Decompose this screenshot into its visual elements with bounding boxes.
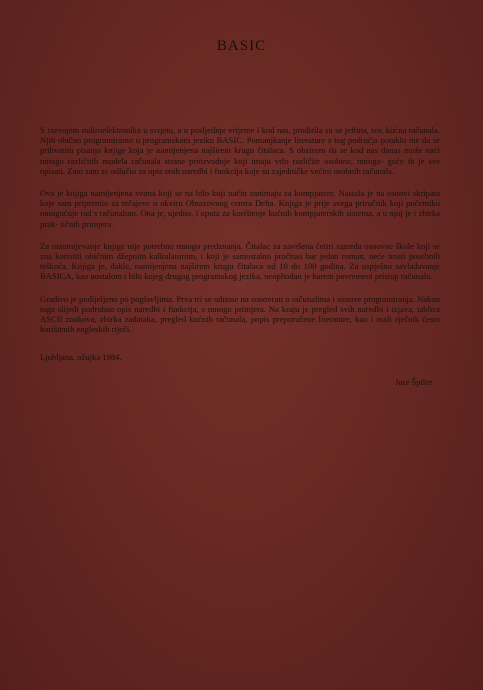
preface-text (40, 125, 440, 387)
page-title: BASIC (216, 38, 267, 54)
paragraph-1: S razvojem mikroelektronika u svijetu, a u posljednje vrijeme i kod nas, prodirila su se jeftina, tzv. kućna računala. Njih obično programiramo u programskom jeziku BASIC. Pomanjkanje literature z tog područja potaklo me da se prihvatim pisanja knjige koja je namijenjena najširem krugu čitalaca. S obzirom da se kod nas danas može naći mnogo različitih modela računala strane proizvodnje koji imaju vrlo različite osobine, mnogo- guće ih je sve opisati. Zato sam se odlučio za opis onih naredbi i funkcija koje su zajedničke većini osobnih računala. (40, 125, 440, 176)
author-signature: Jure Špiler (395, 376, 432, 387)
paragraph-4: Gradivo je podijeljeno po poglavljima. Prva tri se odnose na sonovrati o računalima i osnove programiranja. Nakon toga slijedi podroban opis naredbi i funkcija, s mnogo primjera. Na kraju je pregled svih naredbi i izjava, tablica ASCII znakova, zbirka zadataka, pregled kućnih računala, popis preporučene literature, kao i mali rječnik često korištenih engleskih riječi. (40, 293, 440, 335)
place-date: Ljubljana, ožujka 1984. (40, 352, 122, 363)
paragraph-2: Ova je knjiga namijenjena svima koji se na bilo koji način zanimaju za kompjutere. Nastala je na osnovi skripata koje sam pripremio za tečajeve u okviru Obrazovnog centra Delta. Knjiga je prije svega priručnik koji početniku omogućuje rad s računalom. Ona je, ujedno, i uputa za korištenje kućnih kompjuterskih sistema, a u njoj je i zbirka prak- tičnih primjera. (40, 188, 440, 229)
paragraph-3: Za razumijevanje knjige nije potrebno mnogo predznanja. Čitalac za završena četiri razreda osnovne škole koji se zna koristiti običnim džepnim kalkulatorom, i koji je samostalno pročitao bar jedan roman, neće imati posebnih teškoća. Knjiga je, dakle, namijenjena najširem krugu čitalaca od 10 do 100 godina. Za uspješno savladavanje BASICA, kao uostalom i bilo kojeg drugog programskog jezika, neophodan je barem povremeni pristup računalu. (40, 240, 440, 282)
